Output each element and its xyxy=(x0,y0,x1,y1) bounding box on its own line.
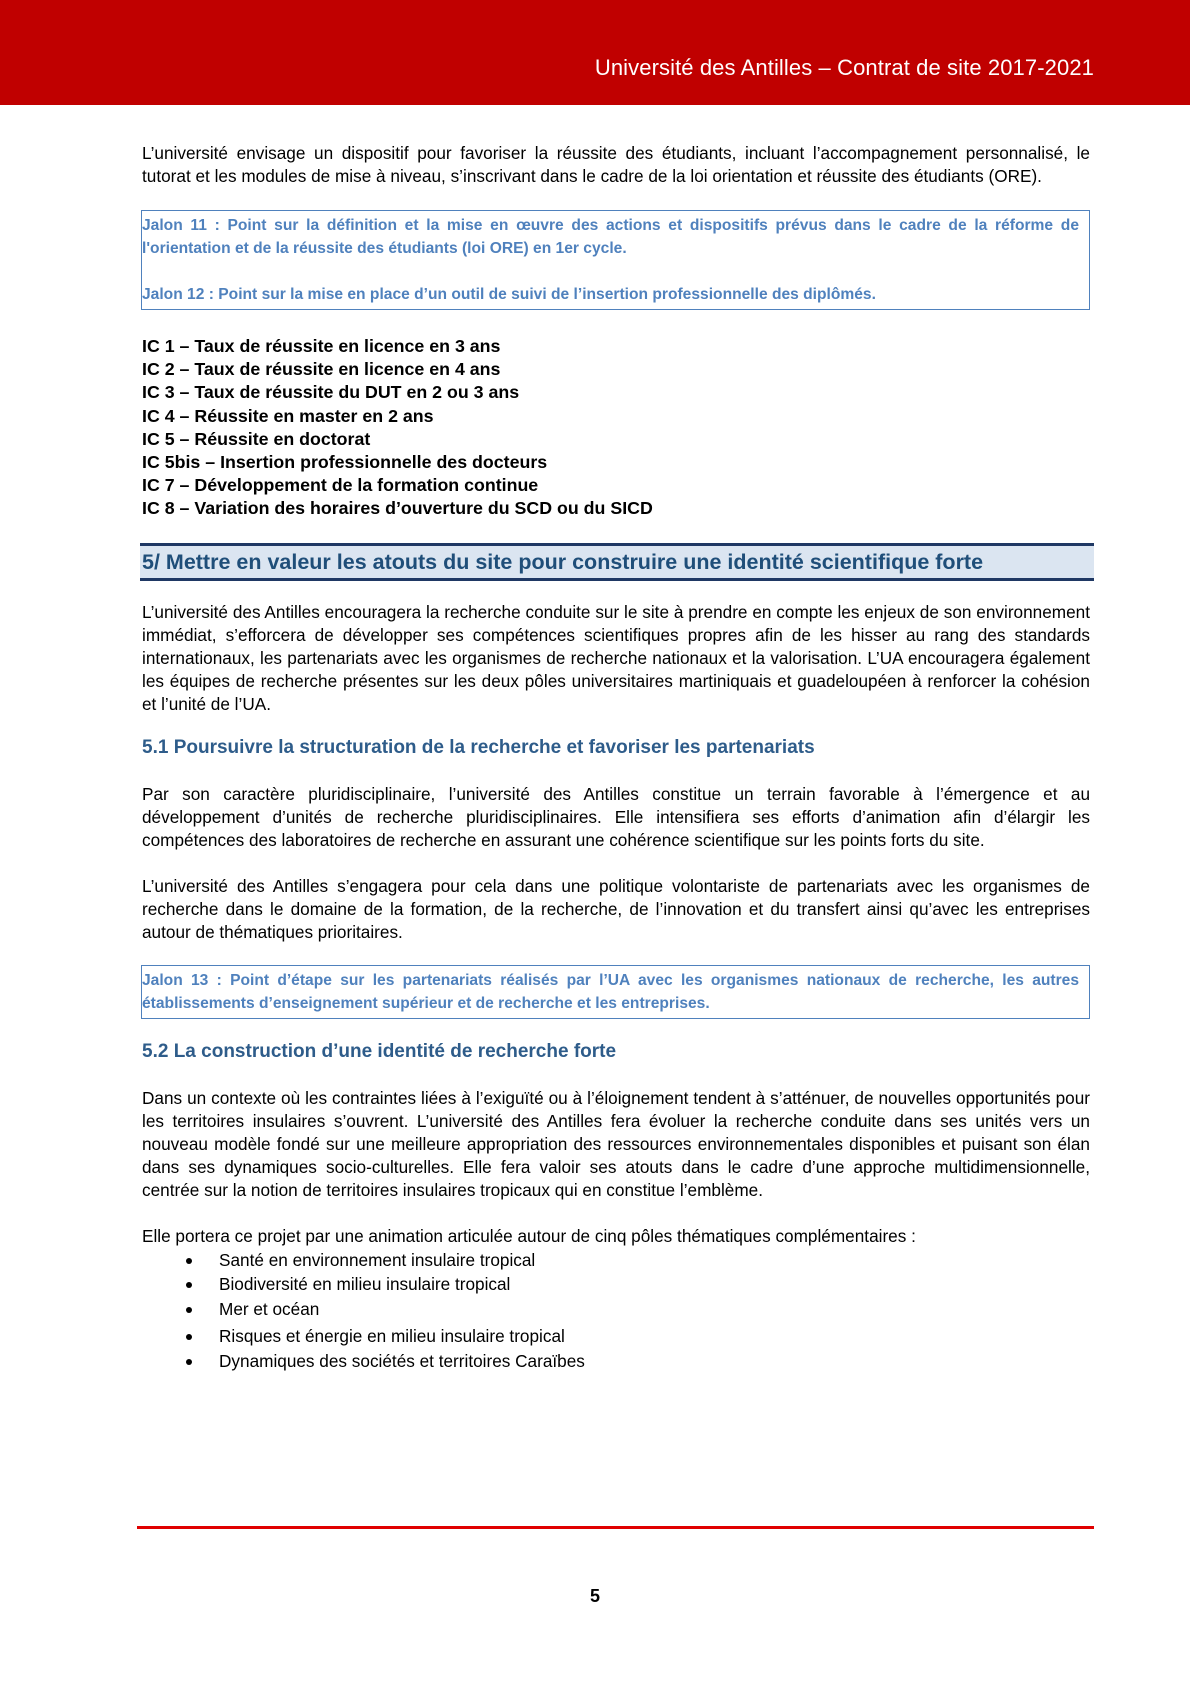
jalon-11: Jalon 11 : Point sur la définition et la mise en œuvre des actions et dispositifs prévus dans le cadre de la réforme de l'orientation et de la réussite des étudiants (loi ORE) en 1er cycle. xyxy=(142,217,1079,257)
jalon-12: Jalon 12 : Point sur la mise en place d’un outil de suivi de l’insertion professionnelle des diplômés. xyxy=(142,286,876,303)
pole-label: Mer et océan xyxy=(219,1298,320,1319)
page-number: 5 xyxy=(589,1586,600,1606)
bullet-icon xyxy=(186,1359,192,1365)
indicator-ic4: IC 4 – Réussite en master en 2 ans xyxy=(142,405,434,426)
section-5-paragraph: L’université des Antilles encouragera la recherche conduite sur le site à prendre en compte les enjeux de son environnement immédiat, s’efforcera de développer ses compétences scientifiques propres afin de les hisser au rang des standards internationaux, les partenariats avec les organismes de recherche nationaux et la valorisation. L’UA encouragera également les équipes de recherche présentes sur les deux pôles universitaires martiniquais et guadeloupéen à renforcer la cohésion et l’unité de l’UA. xyxy=(142,601,1090,714)
footer-rule xyxy=(137,1526,1094,1529)
section-5-1-paragraph-1: Par son caractère pluridisciplinaire, l’université des Antilles constitue un terrain favorable à l’émergence et au développement d’unités de recherche pluridisciplinaires. Elle intensifiera ses efforts d’animation afin d’élargir les compétences des laboratoires de recherche en assurant une cohérence scientifique sur les points forts du site. xyxy=(142,783,1090,850)
page-header xyxy=(0,0,1190,105)
section-5-1-title: 5.1 Poursuivre la structuration de la recherche et favoriser les partenariats xyxy=(142,736,815,758)
section-5-title: 5/ Mettre en valeur les atouts du site pour construire une identité scientifique forte xyxy=(142,549,984,574)
pole-label: Biodiversité en milieu insulaire tropical xyxy=(219,1274,511,1295)
indicator-ic5bis: IC 5bis – Insertion professionnelle des docteurs xyxy=(142,452,548,473)
indicator-ic3: IC 3 – Taux de réussite du DUT en 2 ou 3 ans xyxy=(142,382,520,403)
pole-label: Risques et énergie en milieu insulaire tropical xyxy=(219,1326,565,1347)
pole-label: Dynamiques des sociétés et territoires Caraïbes xyxy=(219,1350,585,1371)
indicator-ic7: IC 7 – Développement de la formation continue xyxy=(142,475,539,496)
header-title: Université des Antilles – Contrat de site 2017-2021 xyxy=(594,55,1094,80)
section-5-1-paragraph-2: L’université des Antilles s’engagera pour cela dans une politique volontariste de partenariats avec les organismes de recherche dans le domaine de la formation, de la recherche, de l’innovation et du transfert ainsi qu’avec les entreprises autour de thématiques prioritaires. xyxy=(142,875,1090,942)
indicator-ic1: IC 1 – Taux de réussite en licence en 3 ans xyxy=(142,336,501,356)
indicator-ic8: IC 8 – Variation des horaires d’ouverture du SCD ou du SICD xyxy=(142,498,653,519)
section-5-heading xyxy=(140,543,1094,581)
pole-label: Santé en environnement insulaire tropical xyxy=(219,1249,536,1270)
pole-item xyxy=(142,1248,1090,1273)
pole-item xyxy=(142,1297,1090,1322)
bullet-icon xyxy=(186,1258,192,1264)
indicator-ic2: IC 2 – Taux de réussite en licence en 4 ans xyxy=(142,359,501,380)
jalon-13-box xyxy=(141,965,1090,1019)
pole-item xyxy=(142,1349,1090,1374)
jalon-13: Jalon 13 : Point d’étape sur les partenariats réalisés par l’UA avec les organismes nationaux de recherche, les autres établissements d’enseignement supérieur et de recherche et les entreprises. xyxy=(142,971,1079,1012)
section-5-2-title: 5.2 La construction d’une identité de recherche forte xyxy=(142,1040,617,1062)
bullet-icon xyxy=(186,1282,192,1288)
bullet-icon xyxy=(186,1307,192,1313)
bullet-icon xyxy=(186,1334,192,1340)
pole-item xyxy=(142,1324,1090,1349)
indicator-ic5: IC 5 – Réussite en doctorat xyxy=(142,428,371,449)
thematic-poles-list xyxy=(142,1248,1090,1374)
indicators-list xyxy=(142,335,1090,521)
jalons-box-11-12 xyxy=(141,210,1090,310)
section-5-2-paragraph-1: Dans un contexte où les contraintes liées à l’exiguïté ou à l’éloignement tendent à s’atténuer, de nouvelles opportunités pour les territoires insulaires s’ouvrent. L’université des Antilles fera évoluer la recherche conduite dans ses unités vers un nouveau modèle fondé sur une meilleure appropriation des ressources environnementales disponibles et puisant son élan dans ses dynamiques socio-culturelles. Elle fera valoir ses atouts dans le cadre d’une approche multidimensionnelle, centrée sur la notion de territoires insulaires tropicaux qui en constitue l’emblème. xyxy=(142,1087,1090,1200)
intro-paragraph: L’université envisage un dispositif pour favoriser la réussite des étudiants, incluant l’accompagnement personnalisé, le tutorat et les modules de mise à niveau, s’inscrivant dans le cadre de la loi orientation et réussite des étudiants (ORE). xyxy=(142,143,1090,186)
section-5-2-paragraph-2: Elle portera ce projet par une animation articulée autour de cinq pôles thématiques complémentaires : xyxy=(142,1225,916,1246)
page-content xyxy=(142,142,1090,1373)
pole-item xyxy=(142,1272,1090,1297)
